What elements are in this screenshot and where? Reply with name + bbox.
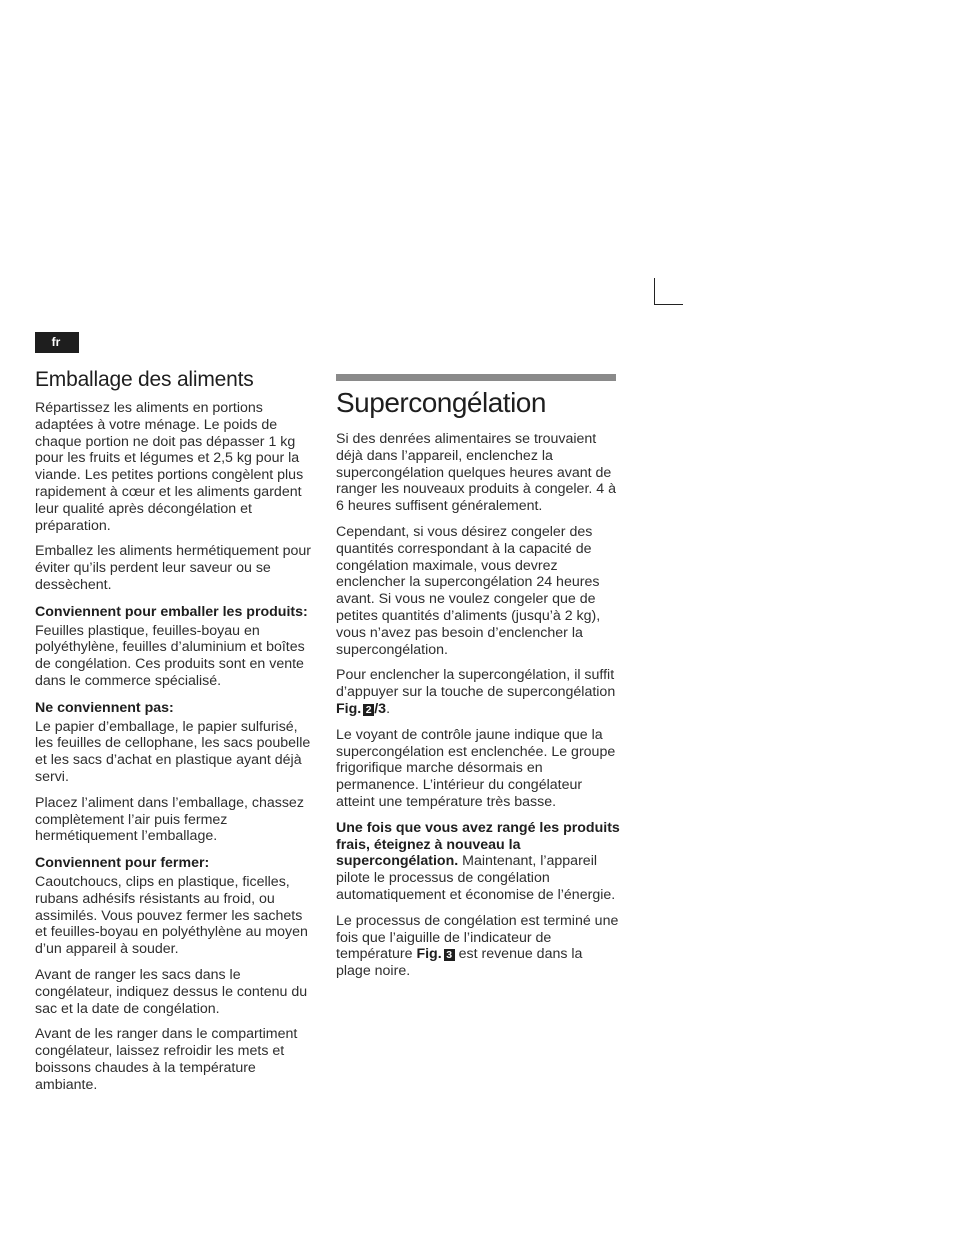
- paragraph: Feuilles plastique, feuilles-boyau en polyéthylène, feuilles d’aluminium et boîtes de congélation. Ces produits sont en vente dans le commerce spécialisé.: [35, 622, 305, 689]
- paragraph: [336, 913, 620, 980]
- paragraph: Caoutchoucs, clips en plastique, ficelles, rubans adhésifs résistants au froid, ou assimilés. Vous pouvez fermer les sachets et feuilles-boyau en polyéthylène au moyen d’un appareil à souder.: [35, 873, 308, 958]
- subheading: Conviennent pour emballer les produits:: [35, 603, 308, 620]
- paragraph: [336, 667, 620, 717]
- subheading: Ne conviennent pas:: [35, 699, 174, 716]
- bold-lead: Une fois que vous avez rangé les produits frais, éteignez à nouveau la supercongélation.: [336, 819, 620, 870]
- figure-reference: Fig.: [416, 946, 442, 963]
- paragraph-text: Pour enclencher la supercongélation, il suffit d’appuyer sur la touche de supercongélation: [336, 667, 616, 701]
- paragraph: Cependant, si vous désirez congeler des quantités correspondant à la capacité de congélation maximale, vous devrez enclencher la supercongélation 24 heures avant. Si vous ne voulez congeler que de petites quantités d’aliments (jusqu’à 2 kg), vous n’avez pas besoin d’enclencher la supercongélation.: [336, 523, 601, 658]
- left-column: [35, 368, 317, 1102]
- figure-number-badge: 2: [363, 704, 374, 716]
- paragraph-end: est revenue dans la plage noire.: [336, 946, 583, 980]
- paragraph: [336, 820, 620, 904]
- paragraph-text: Maintenant, l’appareil pilote le processus de congélation automatiquement et économise de l’énergie.: [336, 853, 616, 903]
- figure-number-badge: 3: [444, 949, 455, 961]
- right-column: [336, 368, 620, 989]
- section-title-emballage: Emballage des aliments: [35, 368, 254, 391]
- paragraph: Avant de les ranger dans le compartiment congélateur, laissez refroidir les mets et boissons chaudes à la température ambiante.: [35, 1026, 298, 1093]
- paragraph: Emballez les aliments hermétiquement pour éviter qu’ils perdent leur saveur ou se dessèchent.: [35, 543, 311, 593]
- paragraph: Le voyant de contrôle jaune indique que la supercongélation est enclenchée. Le groupe frigorifique marche désormais en permanence. L’intérieur du congélateur atteint une température très basse.: [336, 726, 616, 810]
- paragraph: Répartissez les aliments en portions adaptées à votre ménage. Le poids de chaque portion ne doit pas dépasser 1 kg pour les fruits et légumes et 2,5 kg pour la viande. Les petites portions congèlent plus rapidement à cœur et les aliments gardent leur qualité après décongélation et préparation.: [35, 400, 304, 534]
- paragraph-end: .: [386, 700, 391, 717]
- figure-reference: Fig.: [336, 700, 362, 717]
- section-title-supercongelation: Supercongélation: [336, 387, 546, 418]
- paragraph: Placez l’aliment dans l’emballage, chassez complètement l’air puis fermez hermétiquement l’emballage.: [35, 794, 304, 845]
- paragraph: Le papier d’emballage, le papier sulfurisé, les feuilles de cellophane, les sacs poubelle et les sacs d’achat en plastique ayant déjà servi.: [35, 718, 311, 785]
- language-tab: fr: [35, 332, 79, 353]
- subheading: Conviennent pour fermer:: [35, 855, 210, 872]
- paragraph-text: Le processus de congélation est terminé une fois que l’aiguille de l’indicateur de température: [336, 912, 619, 963]
- figure-suffix: /3: [374, 700, 387, 717]
- section-rule: [336, 374, 616, 381]
- crop-mark: [654, 278, 683, 305]
- paragraph: Avant de ranger les sacs dans le congélateur, indiquez dessus le contenu du sac et la date de congélation.: [35, 966, 308, 1017]
- paragraph: Si des denrées alimentaires se trouvaient déjà dans l’appareil, enclenchez la supercongélation quelques heures avant de ranger les nouveaux produits à congeler. 4 à 6 heures suffisent généralement.: [336, 431, 616, 515]
